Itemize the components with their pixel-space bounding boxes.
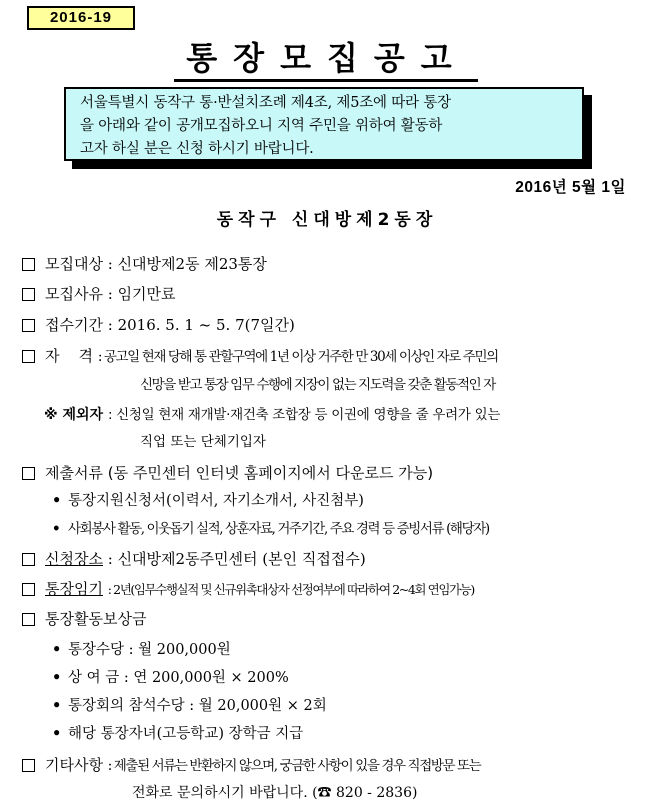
compensation-bullet — [52, 696, 327, 716]
issuing-office: 동작구 신대방제2동장 — [216, 210, 438, 230]
compensation-bullet — [52, 668, 289, 688]
item-qualification-line-2: 신망을 받고 통장 임무 수행에 지장이 없는 지도력을 갖춘 활동적인 자 — [140, 377, 495, 393]
notice-number-badge: 2016-19 — [27, 6, 135, 30]
checkbox-icon — [22, 613, 35, 626]
item-reason — [22, 284, 176, 304]
bullet-icon: • — [52, 669, 62, 686]
item-other-line-1: : 제출된 서류는 반환하지 않으며, 궁금한 사항이 있을 경우 직접방문 또는 — [107, 758, 481, 774]
item-target-value: : 신대방제2동 제23통장 — [107, 255, 267, 273]
title-underline — [174, 79, 478, 82]
item-reason-label: 모집사유 — [45, 285, 103, 303]
checkbox-icon — [22, 258, 35, 271]
item-qualification-label: 자 격 — [45, 347, 94, 365]
item-qualification — [22, 346, 498, 367]
bullet-icon: • — [52, 492, 62, 509]
item-place-label: 신청장소 — [45, 550, 103, 568]
compensation-bullet-text: 통장회의 참석수당 : 월 20,000원 × 2회 — [68, 698, 327, 714]
documents-bullet-text: 사회봉사 활동, 이웃돕기 실적, 상훈자료, 거주기간, 주요 경력 등 증빙서류 (해당자) — [68, 521, 489, 537]
item-qualification-line-1: : 공고일 현재 당해 통 관할구역에 1년 이상 거주한 만 30세 이상인 자로 주민의 — [97, 349, 498, 365]
bullet-icon: • — [52, 725, 62, 742]
item-other — [22, 755, 480, 776]
bullet-icon: • — [52, 641, 62, 658]
compensation-bullet — [52, 724, 303, 744]
item-exclusion — [44, 405, 500, 425]
checkbox-icon — [22, 759, 35, 772]
item-period-value: : 2016. 5. 1 ~ 5. 7(7일간) — [107, 316, 295, 334]
item-compensation — [22, 609, 146, 629]
item-term — [22, 579, 474, 600]
item-documents-value: (동 주민센터 인터넷 홈페이지에서 다운로드 가능) — [107, 464, 434, 482]
item-documents — [22, 463, 433, 483]
checkbox-icon — [22, 467, 35, 480]
item-exclusion-line-2: 직업 또는 단체기입자 — [140, 434, 266, 450]
checkbox-icon — [22, 553, 35, 566]
documents-bullet-text: 통장지원신청서(이력서, 자기소개서, 사진첨부) — [68, 493, 364, 509]
item-place-value: : 신대방제2동주민센터 (본인 직접접수) — [107, 550, 366, 568]
item-period — [22, 315, 295, 335]
intro-line-1: 서울특별시 동작구 통·반설치조례 제4조, 제5조에 따라 통장 — [80, 95, 451, 111]
item-place — [22, 549, 366, 569]
page-title: 통장모집공고 — [186, 39, 468, 77]
documents-bullet — [52, 491, 364, 511]
intro-line-2: 을 아래와 같이 공개모집하오니 지역 주민을 위하여 활동하 — [80, 118, 443, 134]
intro-box — [64, 87, 584, 161]
item-term-value: : 2년(임무수행실적 및 신규위촉대상자 선정여부에 따라하여 2~4회 연임가능) — [107, 582, 474, 597]
item-documents-label: 제출서류 — [45, 464, 103, 482]
item-compensation-label: 통장활동보상금 — [45, 610, 147, 628]
checkbox-icon — [22, 288, 35, 301]
bullet-icon: • — [52, 697, 62, 714]
compensation-bullet-text: 해당 통장자녀(고등학교) 장학금 지급 — [68, 726, 304, 742]
compensation-bullet — [52, 640, 231, 660]
checkbox-icon — [22, 350, 35, 363]
item-period-label: 접수기간 — [45, 316, 103, 334]
bullet-icon: • — [52, 521, 60, 537]
item-target — [22, 254, 267, 274]
checkbox-icon — [22, 319, 35, 332]
checkbox-icon — [22, 583, 35, 596]
item-exclusion-label: ※ 제외자 — [44, 407, 104, 423]
item-reason-value: : 임기만료 — [107, 285, 176, 303]
item-target-label: 모집대상 — [45, 255, 103, 273]
item-other-label: 기타사항 — [45, 756, 103, 774]
item-other-line-2: 전화로 문의하시기 바랍니다. (☎ 820 - 2836) — [132, 785, 418, 801]
documents-bullet — [52, 519, 489, 539]
compensation-bullet-text: 상 여 금 : 연 200,000원 × 200% — [68, 670, 289, 686]
notice-date: 2016년 5월 1일 — [515, 179, 626, 196]
item-exclusion-line-1: : 신청일 현재 재개발·재건축 조합장 등 이권에 영향을 줄 우려가 있는 — [107, 407, 501, 423]
intro-line-3: 고자 하실 분은 신청 하시기 바랍니다. — [80, 141, 314, 157]
compensation-bullet-text: 통장수당 : 월 200,000원 — [68, 642, 231, 658]
item-term-label: 통장임기 — [45, 580, 103, 598]
